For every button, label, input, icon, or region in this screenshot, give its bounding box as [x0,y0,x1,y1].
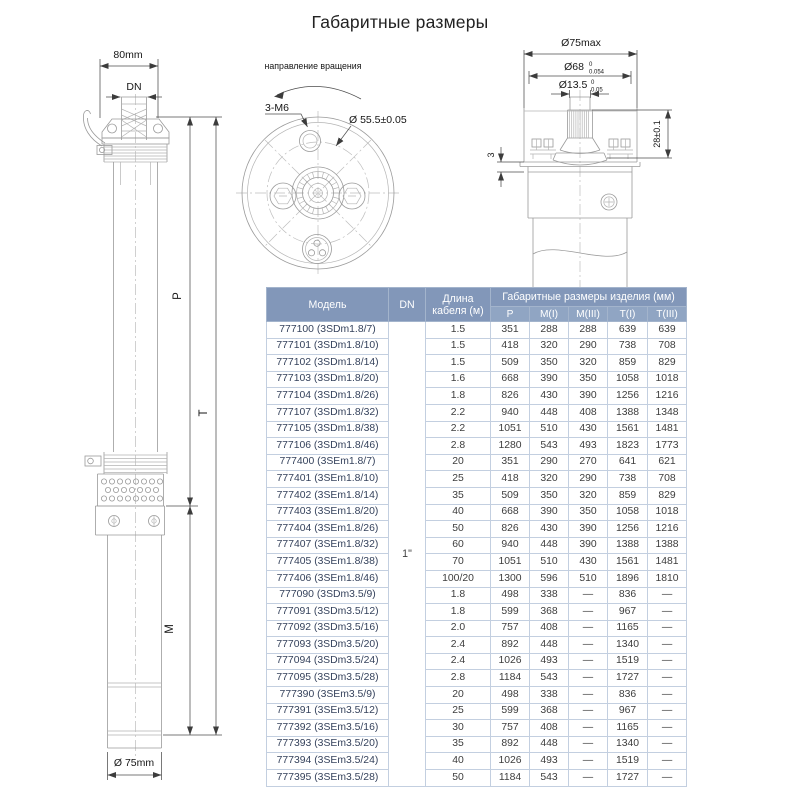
dia-68-tol-lower: 0.054 [589,69,605,76]
cell-p: 1184 [491,770,530,787]
table-header-row [267,288,687,307]
cell-t1: 1727 [608,670,648,687]
cell-p: 418 [491,338,530,355]
table-row [267,404,687,421]
cell-model: 777402 (3SEm1.8/14) [267,487,389,504]
table-row [267,604,687,621]
cell-model: 777394 (3SEm3.5/24) [267,753,389,770]
cell-m1: 448 [530,537,569,554]
cell-m1: 290 [530,454,569,471]
cell-model: 777094 (3SDm3.5/24) [267,653,389,670]
cell-t1: 1058 [608,504,648,521]
cell-t3: — [648,770,687,787]
cell-m1: 368 [530,604,569,621]
cell-m3: — [569,604,608,621]
cell-t3: 639 [648,322,687,339]
cell-cable-length: 1.8 [426,587,491,604]
cell-t1: 1561 [608,554,648,571]
cell-m3: 288 [569,322,608,339]
terminal-left [530,139,556,159]
collar-thickness-label: 3 [486,152,496,158]
cell-cable-length: 40 [426,504,491,521]
cell-t1: 738 [608,338,648,355]
col-header-cable: Длина кабеля (м) [426,288,491,322]
cell-m3: — [569,670,608,687]
cell-m1: 493 [530,753,569,770]
table-row [267,471,687,488]
cell-t3: — [648,587,687,604]
bolt-circle-dia-label: Ø 55.5±0.05 [349,114,407,126]
cell-cable-length: 2.4 [426,637,491,654]
shaft-splines [570,110,589,138]
cell-p: 498 [491,687,530,704]
cell-t3: — [648,720,687,737]
cell-t3: 829 [648,355,687,372]
cell-p: 509 [491,355,530,372]
table-row [267,770,687,787]
cell-model: 777103 (3SDm1.8/20) [267,371,389,388]
cell-p: 1051 [491,554,530,571]
cell-m1: 493 [530,653,569,670]
cell-model: 777406 (3SEm1.8/46) [267,570,389,587]
cell-p: 599 [491,703,530,720]
cell-model: 777102 (3SDm1.8/14) [267,355,389,372]
cell-model: 777404 (3SEm1.8/26) [267,521,389,538]
cell-t3: 1810 [648,570,687,587]
cell-cable-length: 1.5 [426,355,491,372]
cell-p: 351 [491,322,530,339]
cell-m1: 338 [530,687,569,704]
intake-screen-holes [101,479,162,501]
dim-label-t: T [198,409,210,417]
cell-m3: — [569,587,608,604]
col-header-dn: DN [389,288,426,322]
cell-m1: 510 [530,554,569,571]
table-row [267,504,687,521]
cell-m1: 510 [530,421,569,438]
cell-t1: 1388 [608,404,648,421]
cell-m1: 320 [530,471,569,488]
cell-m3: — [569,687,608,704]
cell-m3: 430 [569,421,608,438]
cell-p: 418 [491,471,530,488]
table-row [267,371,687,388]
cell-model: 777105 (3SDm1.8/38) [267,421,389,438]
table-row [267,537,687,554]
cell-m1: 288 [530,322,569,339]
cell-t1: 639 [608,322,648,339]
cell-t1: 1388 [608,537,648,554]
dia-68-label: Ø68 [564,61,584,73]
cell-m3: — [569,720,608,737]
table-row [267,338,687,355]
rotation-arrow-icon [274,92,284,100]
cell-t1: 1256 [608,521,648,538]
cell-m1: 390 [530,504,569,521]
cell-cable-length: 1.8 [426,388,491,405]
cell-cable-length: 35 [426,487,491,504]
rotation-direction-label: направление вращения [264,61,362,71]
cell-t1: 1058 [608,371,648,388]
cell-t3: — [648,637,687,654]
cell-m3: — [569,703,608,720]
cell-model: 777393 (3SEm3.5/20) [267,736,389,753]
cell-p: 940 [491,404,530,421]
cell-t3: 1481 [648,554,687,571]
cell-t3: — [648,653,687,670]
cable-connector [303,235,332,264]
power-cable [83,110,102,146]
cell-m3: — [569,653,608,670]
cell-t1: 1256 [608,388,648,405]
cell-t3: — [648,753,687,770]
cell-t3: — [648,604,687,621]
cell-m1: 350 [530,355,569,372]
dimensions-table [266,287,687,787]
cell-m1: 448 [530,736,569,753]
dia-13-5-tol-upper: 0 [591,80,595,86]
cell-m1: 543 [530,670,569,687]
cell-p: 1300 [491,570,530,587]
cell-cable-length: 1.5 [426,322,491,339]
cell-m1: 350 [530,487,569,504]
cell-m3: — [569,620,608,637]
table-row [267,521,687,538]
cell-p: 826 [491,388,530,405]
cell-model: 777093 (3SDm3.5/20) [267,637,389,654]
cell-t3: 1481 [648,421,687,438]
table-row [267,487,687,504]
cell-cable-length: 2.0 [426,620,491,637]
cell-model: 777104 (3SDm1.8/26) [267,388,389,405]
cell-m1: 320 [530,338,569,355]
cell-p: 351 [491,454,530,471]
cell-cable-length: 25 [426,471,491,488]
cell-p: 1026 [491,653,530,670]
cell-m3: 350 [569,371,608,388]
cell-model: 777400 (3SEm1.8/7) [267,454,389,471]
cell-p: 668 [491,504,530,521]
pump-side-view [83,49,222,780]
cell-m1: 448 [530,637,569,654]
cell-m3: 290 [569,471,608,488]
cell-t3: — [648,687,687,704]
cell-p: 1026 [491,753,530,770]
cell-m1: 596 [530,570,569,587]
dim-label-p: P [172,292,184,300]
cell-model: 777392 (3SEm3.5/16) [267,720,389,737]
col-header-t3: T(III) [648,307,687,322]
cell-cable-length: 2.2 [426,421,491,438]
cell-cable-length: 1.5 [426,338,491,355]
cell-m1: 408 [530,620,569,637]
cell-cable-length: 2.4 [426,653,491,670]
bracket-eyelet [108,124,117,133]
cell-p: 940 [491,537,530,554]
cell-cable-length: 30 [426,720,491,737]
cell-t3: — [648,620,687,637]
cell-model: 777407 (3SEm1.8/32) [267,537,389,554]
cell-m3: 390 [569,388,608,405]
cell-m3: 270 [569,454,608,471]
cell-m3: 408 [569,404,608,421]
cell-cable-length: 70 [426,554,491,571]
dim-label-d75: Ø 75mm [113,757,155,769]
table-row [267,421,687,438]
cell-t3: 621 [648,454,687,471]
cell-cable-length: 25 [426,703,491,720]
cell-cable-length: 2.8 [426,438,491,455]
dim-label-dn: DN [126,81,142,93]
cell-t3: 829 [648,487,687,504]
cell-p: 892 [491,637,530,654]
dim-label-80mm: 80mm [113,49,143,61]
table-row [267,687,687,704]
cell-m1: 368 [530,703,569,720]
cell-t1: 641 [608,454,648,471]
cell-cable-length: 40 [426,753,491,770]
cell-p: 757 [491,620,530,637]
cell-p: 1184 [491,670,530,687]
cell-t1: 836 [608,587,648,604]
cell-cable-length: 1.6 [426,371,491,388]
cell-t1: 1727 [608,770,648,787]
terminal-right [607,139,633,159]
cell-m3: 430 [569,554,608,571]
cell-cable-length: 60 [426,537,491,554]
cell-model: 777090 (3SDm3.5/9) [267,587,389,604]
cell-cable-length: 50 [426,521,491,538]
table-row [267,554,687,571]
col-header-m3: M(III) [569,307,608,322]
cell-t3: 708 [648,338,687,355]
cell-t1: 1340 [608,637,648,654]
cell-p: 826 [491,521,530,538]
cell-t3: 1348 [648,404,687,421]
bolt-spec-label: 3-M6 [265,102,289,114]
cell-p: 509 [491,487,530,504]
cell-model: 777107 (3SDm1.8/32) [267,404,389,421]
table-row [267,355,687,372]
cell-p: 1051 [491,421,530,438]
col-header-m1: M(I) [530,307,569,322]
cell-m3: — [569,770,608,787]
dia-68-tol-upper: 0 [589,62,593,68]
dia-13-5-label: Ø13.5 [558,79,588,91]
bracket-eyelet [154,124,163,133]
table-row [267,753,687,770]
col-header-dims-group: Габаритные размеры изделия (мм) [491,288,687,307]
cell-m3: 320 [569,355,608,372]
shaft-height-label: 28±0.1 [652,120,662,148]
dia-75max-label: Ø75max [561,37,601,49]
cell-cable-length: 20 [426,687,491,704]
cell-p: 599 [491,604,530,621]
cell-m1: 543 [530,438,569,455]
cell-m1: 543 [530,770,569,787]
cell-t1: 1823 [608,438,648,455]
cell-t3: — [648,736,687,753]
cell-t3: 1773 [648,438,687,455]
col-header-t1: T(I) [608,307,648,322]
cell-model: 777403 (3SEm1.8/20) [267,504,389,521]
table-row [267,637,687,654]
cell-m3: 390 [569,521,608,538]
cell-cable-length: 35 [426,736,491,753]
cell-model: 777401 (3SEm1.8/10) [267,471,389,488]
cell-model: 777100 (3SDm1.8/7) [267,322,389,339]
cell-t3: — [648,703,687,720]
page-title: Габаритные размеры [311,12,489,32]
table-row [267,438,687,455]
table-row [267,570,687,587]
cell-t3: 1216 [648,521,687,538]
cell-t3: 1018 [648,371,687,388]
cell-cable-length: 2.2 [426,404,491,421]
table-row [267,322,687,339]
cell-m1: 338 [530,587,569,604]
cell-t1: 967 [608,604,648,621]
cell-t1: 738 [608,471,648,488]
cell-model: 777390 (3SEm3.5/9) [267,687,389,704]
cell-t1: 1165 [608,620,648,637]
cell-t3: 1216 [648,388,687,405]
cell-cable-length: 100/20 [426,570,491,587]
cell-p: 498 [491,587,530,604]
table-row [267,736,687,753]
cell-t1: 1896 [608,570,648,587]
rotation-arrow-arc [277,86,361,99]
cell-m1: 390 [530,371,569,388]
cell-t1: 1340 [608,736,648,753]
cell-m3: — [569,637,608,654]
m6-bolt-hole [300,131,321,152]
cell-cable-length: 50 [426,770,491,787]
cell-m3: 290 [569,338,608,355]
cell-t1: 859 [608,355,648,372]
cell-t1: 967 [608,703,648,720]
cell-m3: 510 [569,570,608,587]
cell-model: 777106 (3SDm1.8/46) [267,438,389,455]
rotation-view [236,61,407,277]
cell-model: 777092 (3SDm3.5/16) [267,620,389,637]
cell-model: 777091 (3SDm3.5/12) [267,604,389,621]
cell-model: 777095 (3SDm3.5/28) [267,670,389,687]
cell-m3: — [569,753,608,770]
cell-t3: 1018 [648,504,687,521]
cell-m1: 448 [530,404,569,421]
cell-p: 1280 [491,438,530,455]
table-row [267,620,687,637]
col-header-p: P [491,307,530,322]
table-row [267,587,687,604]
table-row [267,454,687,471]
dim-label-m: M [164,624,176,634]
table-row [267,388,687,405]
cell-m3: 493 [569,438,608,455]
cell-m1: 430 [530,521,569,538]
cell-p: 757 [491,720,530,737]
cell-model: 777391 (3SEm3.5/12) [267,703,389,720]
cell-t1: 836 [608,687,648,704]
cell-cable-length: 1.8 [426,604,491,621]
table-row [267,653,687,670]
table-row [267,670,687,687]
cell-t1: 1519 [608,653,648,670]
cell-t1: 1165 [608,720,648,737]
cell-t3: 708 [648,471,687,488]
cell-m3: 350 [569,504,608,521]
shaft-top-view [486,37,672,322]
cell-m1: 430 [530,388,569,405]
table-row [267,720,687,737]
cell-p: 892 [491,736,530,753]
col-header-model: Модель [267,288,389,322]
cell-t1: 859 [608,487,648,504]
dia-13-5-tol-lower: 0.05 [591,87,603,94]
table-row [267,703,687,720]
cell-t3: — [648,670,687,687]
cell-dn: 1" [389,322,426,787]
cell-m3: 320 [569,487,608,504]
cell-t1: 1519 [608,753,648,770]
cell-model: 777405 (3SEm1.8/38) [267,554,389,571]
cell-m3: 390 [569,537,608,554]
cell-m1: 408 [530,720,569,737]
cell-p: 668 [491,371,530,388]
cell-t1: 1561 [608,421,648,438]
cell-m3: — [569,736,608,753]
cell-cable-length: 2.8 [426,670,491,687]
cell-t3: 1388 [648,537,687,554]
cell-model: 777101 (3SDm1.8/10) [267,338,389,355]
cell-cable-length: 20 [426,454,491,471]
cell-model: 777395 (3SEm3.5/28) [267,770,389,787]
